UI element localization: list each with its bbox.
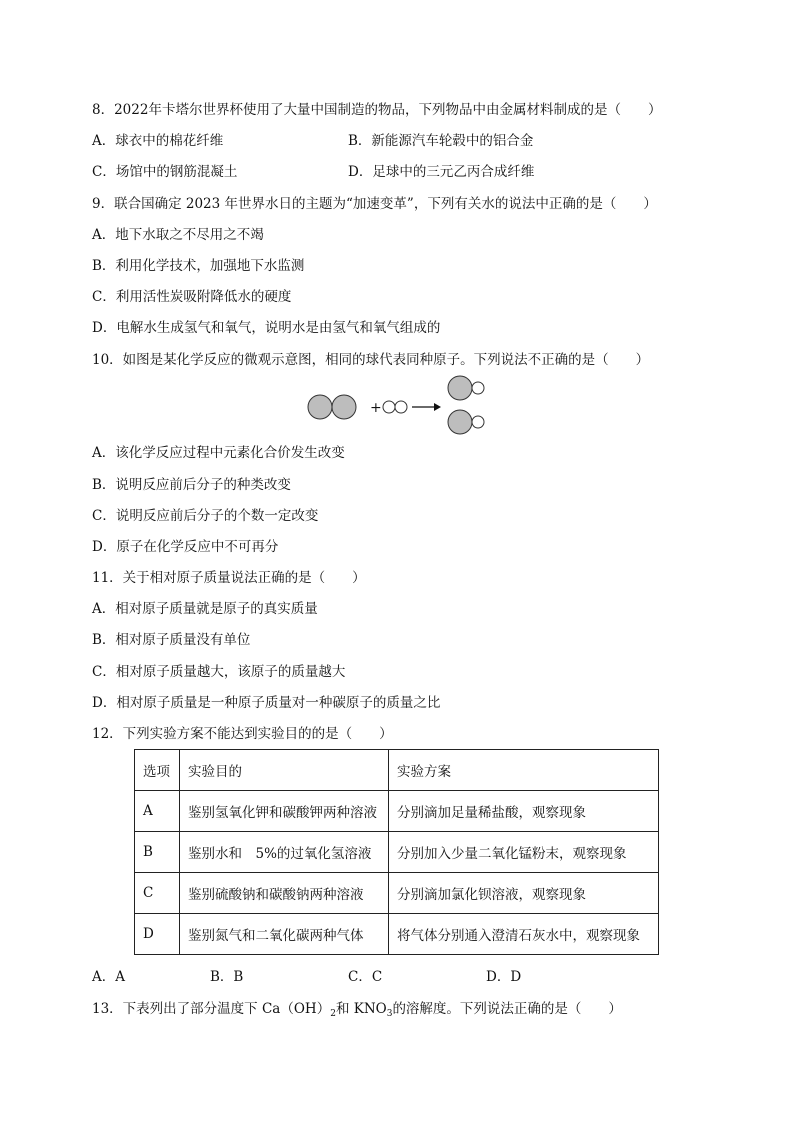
question-11-option-b: B．相对原子质量没有单位 (92, 632, 251, 648)
table-cell: 分别滴加足量稀盐酸，观察现象 (389, 791, 659, 832)
question-12-option-b: B．B (210, 969, 244, 985)
question-13-stem-part: 的溶解度。下列说法正确的是（ ） (392, 1001, 622, 1017)
question-13-stem-part: 13．下表列出了部分温度下 Ca（OH） (92, 1001, 331, 1017)
table-cell: D (135, 914, 180, 955)
question-10-option-c: C．说明反应前后分子的个数一定改变 (92, 508, 319, 524)
question-12-option-a: A．A (92, 969, 125, 985)
subscript: 3 (386, 1009, 393, 1019)
subscript: 2 (330, 1009, 336, 1019)
table-cell: A (135, 791, 180, 832)
small-atom-icon (472, 416, 484, 428)
question-8-option-d: D．足球中的三元乙丙合成纤维 (348, 164, 535, 180)
question-8-option-b: B．新能源汽车轮毂中的铝合金 (348, 133, 534, 149)
question-9-stem: 9．联合国确定 2023 年世界水日的主题为“加速变革”，下列有关水的说法中正确的是（ ） (92, 196, 657, 212)
question-9-option-a: A．地下水取之不尽用之不竭 (92, 227, 264, 243)
small-atom-icon (383, 401, 395, 413)
table-cell: 鉴别硫酸钠和碳酸钠两种溶液 (180, 873, 389, 914)
question-10-option-d: D．原子在化学反应中不可再分 (92, 539, 279, 555)
small-atom-icon (472, 382, 484, 394)
table-cell: 鉴别氢氧化钾和碳酸钾两种溶液 (180, 791, 389, 832)
question-13-stem-part: 和 KNO (335, 1001, 387, 1017)
question-12-stem: 12．下列实验方案不能达到实验目的的是（ ） (92, 726, 393, 742)
question-10-option-b: B．说明反应前后分子的种类改变 (92, 477, 291, 493)
table-header-cell: 选项 (135, 750, 180, 791)
table-header-cell: 实验目的 (180, 750, 389, 791)
question-11-option-a: A．相对原子质量就是原子的真实质量 (92, 601, 318, 617)
question-10-option-a: A．该化学反应过程中元素化合价发生改变 (92, 445, 345, 461)
large-atom-icon (448, 410, 472, 434)
table-header-cell: 实验方案 (389, 750, 659, 791)
table-cell: B (135, 832, 180, 873)
large-atom-icon (448, 376, 472, 400)
question-12-option-c: C．C (348, 969, 383, 985)
question-10-stem: 10．如图是某化学反应的微观示意图，相同的球代表同种原子。下列说法不正确的是（ ） (92, 352, 650, 368)
large-atom-icon (332, 395, 356, 419)
table-row (135, 832, 659, 873)
question-11-option-c: C．相对原子质量越大，该原子的质量越大 (92, 664, 346, 680)
table-cell: 分别加入少量二氧化锰粉末，观察现象 (389, 832, 659, 873)
arrow-head-icon (434, 403, 441, 411)
table-cell: 将气体分别通入澄清石灰水中，观察现象 (389, 914, 659, 955)
plus-sign: + (370, 400, 382, 416)
table-cell: 分别滴加氯化钡溶液，观察现象 (389, 873, 659, 914)
question-13-stem (92, 1000, 622, 1023)
table-cell: 鉴别氮气和二氧化碳两种气体 (180, 914, 389, 955)
small-atom-icon (395, 401, 407, 413)
question-9-option-c: C．利用活性炭吸附降低水的硬度 (92, 289, 292, 305)
table-cell: C (135, 873, 180, 914)
experiment-table (134, 749, 659, 955)
question-9-option-d: D．电解水生成氢气和氧气，说明水是由氢气和氧气组成的 (92, 320, 441, 336)
question-11-option-d: D．相对原子质量是一种原子质量对一种碳原子的质量之比 (92, 695, 441, 711)
table-header-row (135, 750, 659, 791)
question-12-option-d: D．D (486, 969, 522, 985)
table-cell: 鉴别水和 5%的过氧化氢溶液 (180, 832, 389, 873)
question-8-option-a: A．球衣中的棉花纤维 (92, 133, 224, 149)
table-row (135, 791, 659, 832)
table-row (135, 873, 659, 914)
table-row (135, 914, 659, 955)
question-8-option-c: C．场馆中的钢筋混凝土 (92, 164, 238, 180)
question-9-option-b: B．利用化学技术，加强地下水监测 (92, 258, 305, 274)
reaction-diagram (300, 373, 500, 437)
question-8-stem: 8．2022年卡塔尔世界杯使用了大量中国制造的物品，下列物品中由金属材料制成的是（ ） (92, 102, 662, 118)
large-atom-icon (308, 395, 332, 419)
question-11-stem: 11．关于相对原子质量说法正确的是（ ） (92, 570, 366, 586)
